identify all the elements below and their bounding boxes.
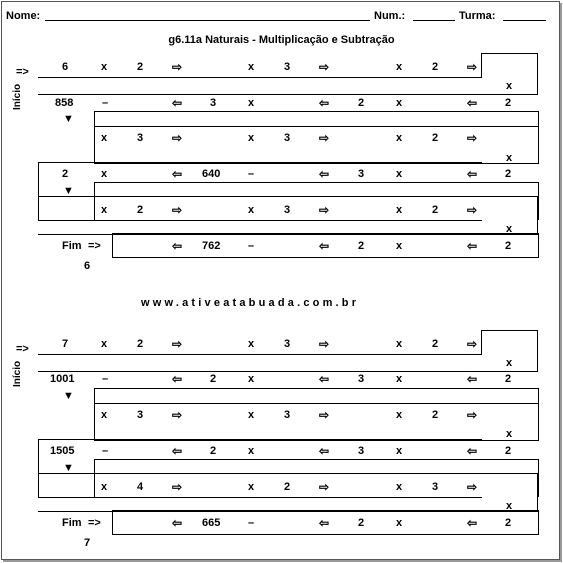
operator: x bbox=[396, 168, 403, 180]
operand: 2 bbox=[432, 409, 439, 421]
operator: x bbox=[248, 61, 255, 73]
operand: 2 bbox=[432, 338, 439, 350]
operand: 3 bbox=[432, 481, 439, 493]
operator: x bbox=[101, 409, 108, 421]
fim-arrow: => bbox=[88, 240, 101, 252]
left-arrow-icon: ⇦ bbox=[319, 167, 330, 181]
right-arrow-icon: ⇨ bbox=[467, 203, 478, 217]
operator: – bbox=[248, 168, 255, 180]
operand: 2 bbox=[137, 61, 144, 73]
operator: x bbox=[506, 223, 513, 235]
operator: x bbox=[396, 409, 403, 421]
operator: x bbox=[101, 168, 108, 180]
snake-path-mid-inner bbox=[94, 111, 538, 127]
operator: x bbox=[396, 373, 403, 385]
left-arrow-icon: ⇦ bbox=[467, 372, 478, 386]
left-arrow-icon: ⇦ bbox=[319, 516, 330, 530]
left-arrow-icon: ⇦ bbox=[172, 444, 183, 458]
operator: x bbox=[396, 132, 403, 144]
operator: x bbox=[101, 204, 108, 216]
given-value: 2 bbox=[62, 168, 69, 180]
down-arrow-icon: ▼ bbox=[63, 113, 74, 125]
right-arrow-icon: ⇨ bbox=[172, 60, 183, 74]
right-arrow-icon: ⇨ bbox=[467, 131, 478, 145]
left-arrow-icon: ⇦ bbox=[319, 444, 330, 458]
operand: 2 bbox=[505, 97, 512, 109]
operator: x bbox=[506, 357, 513, 369]
right-arrow-icon: ⇨ bbox=[319, 480, 330, 494]
operand: 3 bbox=[284, 61, 291, 73]
operand: 2 bbox=[505, 373, 512, 385]
down-arrow-icon: ▼ bbox=[63, 390, 74, 402]
operator: x bbox=[506, 152, 513, 164]
operator: x bbox=[396, 445, 403, 457]
right-arrow-icon: ⇨ bbox=[319, 131, 330, 145]
operand: 2 bbox=[210, 373, 217, 385]
right-arrow-icon: ⇨ bbox=[319, 337, 330, 351]
given-value: 640 bbox=[202, 168, 221, 180]
operator: – bbox=[102, 373, 109, 385]
left-arrow-icon: ⇦ bbox=[319, 372, 330, 386]
operator: x bbox=[506, 428, 513, 440]
operator: x bbox=[506, 80, 513, 92]
left-arrow-icon: ⇦ bbox=[467, 239, 478, 253]
operand: 2 bbox=[358, 97, 365, 109]
given-value: 762 bbox=[202, 240, 221, 252]
operand: 2 bbox=[432, 61, 439, 73]
operator: x bbox=[506, 500, 513, 512]
down-arrow-icon: ▼ bbox=[63, 185, 74, 197]
operand: 3 bbox=[137, 132, 144, 144]
operator: x bbox=[396, 61, 403, 73]
fim-label: Fim bbox=[62, 517, 82, 529]
operand: 2 bbox=[358, 240, 365, 252]
num-field[interactable] bbox=[413, 20, 455, 21]
right-arrow-icon: ⇨ bbox=[172, 408, 183, 422]
operator: – bbox=[102, 445, 109, 457]
operand: 2 bbox=[432, 204, 439, 216]
operator: x bbox=[396, 204, 403, 216]
num-label: Num.: bbox=[374, 10, 406, 22]
left-arrow-icon: ⇦ bbox=[467, 167, 478, 181]
start-value: 7 bbox=[62, 338, 69, 350]
down-arrow-icon: ▼ bbox=[63, 462, 74, 474]
operand: 3 bbox=[210, 97, 217, 109]
operator: – bbox=[248, 240, 255, 252]
operand: 3 bbox=[358, 445, 365, 457]
operator: x bbox=[396, 338, 403, 350]
operator: x bbox=[248, 481, 255, 493]
inicio-label: Início bbox=[12, 83, 23, 110]
left-arrow-icon: ⇦ bbox=[319, 239, 330, 253]
operator: x bbox=[396, 97, 403, 109]
given-value: 665 bbox=[202, 517, 221, 529]
turma-label: Turma: bbox=[459, 10, 496, 22]
left-arrow-icon: ⇦ bbox=[172, 372, 183, 386]
start-value: 6 bbox=[62, 61, 69, 73]
given-value: 858 bbox=[55, 97, 74, 109]
right-arrow-icon: ⇨ bbox=[467, 60, 478, 74]
operator: x bbox=[248, 204, 255, 216]
right-arrow-icon: ⇨ bbox=[319, 203, 330, 217]
operator: x bbox=[248, 132, 255, 144]
operand: 3 bbox=[137, 409, 144, 421]
operand: 2 bbox=[210, 445, 217, 457]
enter-arrow: => bbox=[16, 343, 29, 355]
operand: 2 bbox=[432, 132, 439, 144]
given-value: 1001 bbox=[50, 373, 75, 385]
operator: x bbox=[396, 517, 403, 529]
right-arrow-icon: ⇨ bbox=[467, 337, 478, 351]
operand: 2 bbox=[505, 445, 512, 457]
right-arrow-icon: ⇨ bbox=[172, 131, 183, 145]
operand: 4 bbox=[137, 481, 144, 493]
operator: x bbox=[396, 481, 403, 493]
inicio-label: Início bbox=[12, 360, 23, 387]
operator: x bbox=[248, 445, 255, 457]
page-title: g6.11a Naturais - Multiplicação e Subtração bbox=[168, 34, 395, 46]
left-arrow-icon: ⇦ bbox=[172, 239, 183, 253]
operand: 3 bbox=[284, 132, 291, 144]
right-arrow-icon: ⇨ bbox=[319, 60, 330, 74]
operator: x bbox=[101, 481, 108, 493]
operator: x bbox=[248, 409, 255, 421]
right-arrow-icon: ⇨ bbox=[172, 337, 183, 351]
left-arrow-icon: ⇦ bbox=[467, 516, 478, 530]
fim-arrow: => bbox=[88, 517, 101, 529]
right-arrow-icon: ⇨ bbox=[467, 408, 478, 422]
left-arrow-icon: ⇦ bbox=[172, 167, 183, 181]
name-field[interactable] bbox=[45, 20, 370, 21]
operand: 2 bbox=[358, 517, 365, 529]
right-arrow-icon: ⇨ bbox=[319, 408, 330, 422]
operator: x bbox=[101, 61, 108, 73]
left-arrow-icon: ⇦ bbox=[467, 444, 478, 458]
right-arrow-icon: ⇨ bbox=[467, 480, 478, 494]
snake-path-mid-inner bbox=[94, 388, 538, 404]
operand: 3 bbox=[284, 204, 291, 216]
left-arrow-icon: ⇦ bbox=[319, 96, 330, 110]
turma-field[interactable] bbox=[503, 20, 546, 21]
answer-value: 6 bbox=[84, 260, 91, 272]
answer-value: 7 bbox=[84, 537, 91, 549]
operator: x bbox=[101, 338, 108, 350]
left-arrow-icon: ⇦ bbox=[172, 96, 183, 110]
operator: x bbox=[248, 373, 255, 385]
right-arrow-icon: ⇨ bbox=[172, 203, 183, 217]
operator: – bbox=[102, 97, 109, 109]
operand: 3 bbox=[358, 168, 365, 180]
operator: x bbox=[396, 240, 403, 252]
operand: 3 bbox=[358, 373, 365, 385]
right-arrow-icon: ⇨ bbox=[172, 480, 183, 494]
operator: x bbox=[101, 132, 108, 144]
operand: 2 bbox=[284, 481, 291, 493]
operator: – bbox=[248, 517, 255, 529]
name-label: Nome: bbox=[6, 10, 41, 22]
operand: 2 bbox=[137, 204, 144, 216]
website-url: www.ativeatabuada.com.br bbox=[141, 297, 360, 309]
operand: 2 bbox=[505, 168, 512, 180]
operand: 2 bbox=[505, 517, 512, 529]
operand: 3 bbox=[284, 338, 291, 350]
operand: 2 bbox=[505, 240, 512, 252]
given-value: 1505 bbox=[50, 445, 75, 457]
operand: 3 bbox=[284, 409, 291, 421]
operator: x bbox=[248, 338, 255, 350]
fim-label: Fim bbox=[62, 240, 82, 252]
enter-arrow: => bbox=[16, 66, 29, 78]
operator: x bbox=[248, 97, 255, 109]
left-arrow-icon: ⇦ bbox=[467, 96, 478, 110]
operand: 2 bbox=[137, 338, 144, 350]
left-arrow-icon: ⇦ bbox=[172, 516, 183, 530]
